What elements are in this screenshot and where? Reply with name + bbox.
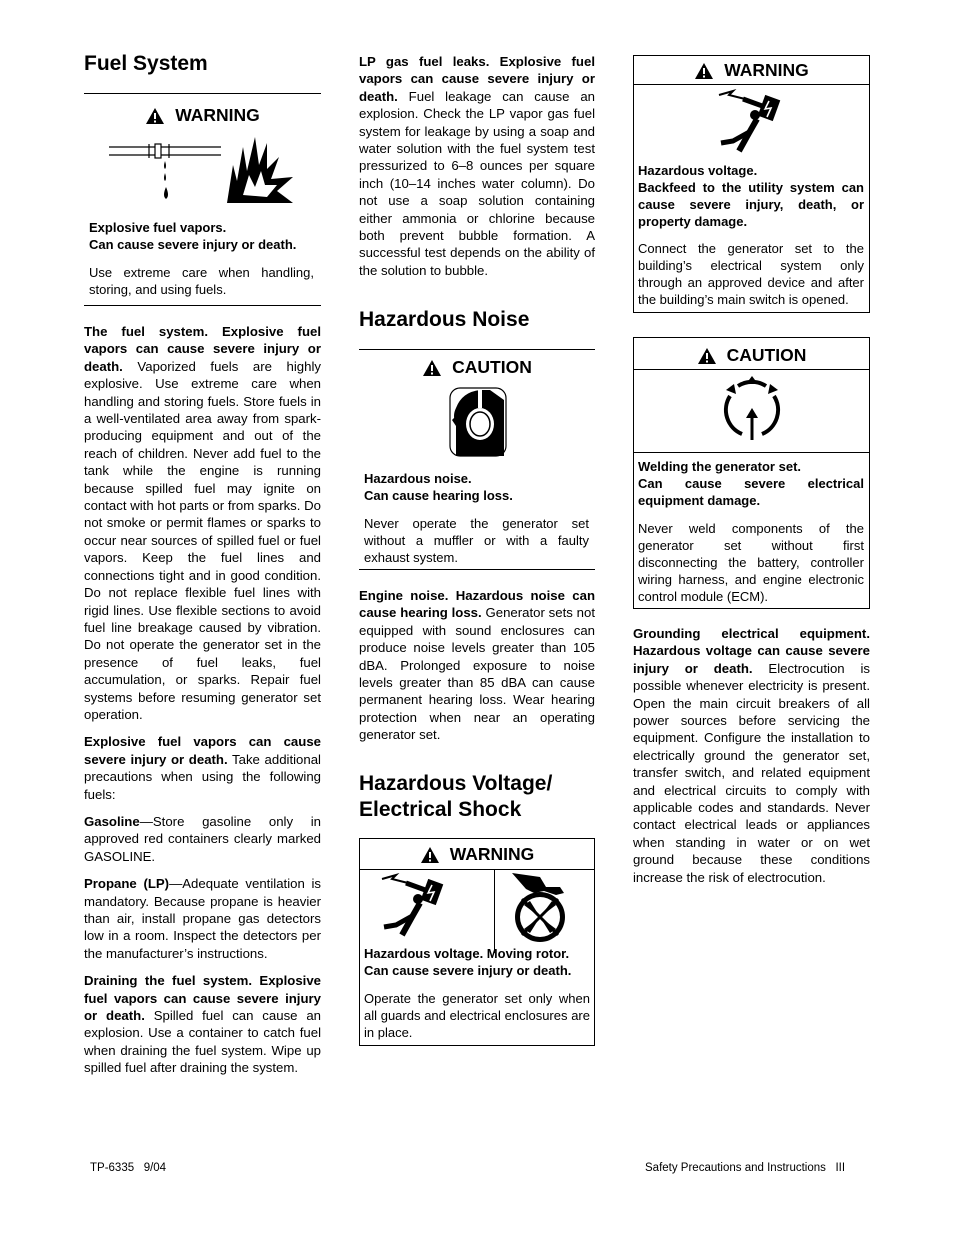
hazardous-voltage-heading: Hazardous Voltage/ Electrical Shock xyxy=(359,772,553,821)
warning-text: Operate the generator set only when all guards and electrical enclosures are in place. xyxy=(364,991,590,1040)
lp-leaks-body xyxy=(359,53,595,289)
fuel-system-heading: Fuel System xyxy=(84,52,208,75)
fuel-body xyxy=(84,323,321,1087)
hazardous-noise-heading: Hazardous Noise xyxy=(359,308,530,331)
divider xyxy=(84,305,321,306)
voltage-warning-box xyxy=(359,838,595,1046)
caution-header xyxy=(634,345,869,366)
welding-caution-box xyxy=(633,337,870,609)
paragraph: LP gas fuel leaks. Explosive fuel vapors can cause severe injury or death. Fuel leakage can cause an explosion. Check the LP vapor gas fuel system for leakage by using a soap and water solution with the fuel system test pressurized to 6–8 ounces per square inch (10–14 inches water column). Do not use a soap solution containing either ammonia or chlorine because both prevent bubble formation. A successful test depends on the ability of the solution to bubble. xyxy=(359,54,595,278)
electric-shock-icon xyxy=(380,873,448,939)
warning-triangle-icon xyxy=(697,347,717,365)
engine-noise-body xyxy=(359,587,595,754)
paragraph: Explosive fuel vapors can cause severe injury or death. Take additional precautions when using the following fuels: xyxy=(84,734,321,802)
caution-header xyxy=(359,357,595,378)
moving-rotor-icon xyxy=(500,871,574,945)
caution-label: CAUTION xyxy=(726,345,807,365)
warning-label: WARNING xyxy=(724,60,809,80)
warning-label: WARNING xyxy=(175,105,260,125)
backfeed-warning-box xyxy=(633,55,870,313)
caution-headline: Hazardous noise. Can cause hearing loss. xyxy=(364,471,513,503)
divider xyxy=(359,349,595,350)
paragraph: Grounding electrical equipment. Hazardous voltage can cause severe injury or death. Electrocution is possible whenever electricity is present. Open the main circuit breakers of all power sources before servicing the equipment. Configure the installation to electrically ground the generator set, transfer switch, and related equipment and electrical circuits to comply with applicable codes and standards. Never contact electrical leads or appliances when standing in water or on wet ground because these conditions increase the risk of electrocution. xyxy=(633,626,870,885)
footer-doc-id: TP-6335 9/04 xyxy=(90,1162,167,1174)
divider xyxy=(84,93,321,94)
paragraph: The fuel system. Explosive fuel vapors can cause severe injury or death. Vaporized fuels are highly explosive. Use extreme care when handling and storing fuels. Store fuels in a well-ventilated area away from spark-producing equipment and out of the reach of children. Never add fuel to the tank while the engine is running because spilled fuel may ignite on contact with hot parts or from sparks. Do not smoke or permit flames or sparks to occur near sources of spilled fuel or fuel vapors. Keep the fuel lines and connections tight and in good condition. Do not replace flexible fuel lines with rigid lines. Use flexible sections to avoid fuel line breakage caused by vibration. Do not operate the generator set in the presence of fuel leaks, fuel accumulation, or sparks. Repair fuel systems before resuming generator set operation. xyxy=(84,324,321,722)
warning-triangle-icon xyxy=(420,846,440,864)
footer-page: Safety Precautions and Instructions III xyxy=(645,1162,846,1174)
caution-headline: Welding the generator set. Can cause severe electrical equipment damage. xyxy=(638,459,864,508)
warning-text: Connect the generator set to the building’s electrical system only through an approved device and after the building’s main switch is opened. xyxy=(638,241,864,307)
warning-triangle-icon xyxy=(422,359,442,377)
warning-header xyxy=(634,60,869,81)
warning-headline: Hazardous voltage. Backfeed to the utility system can cause severe injury, death, or property damage. xyxy=(638,163,864,229)
electric-shock-icon xyxy=(717,89,787,155)
paragraph: Gasoline—Store gasoline only in approved red containers clearly marked GASOLINE. xyxy=(84,813,321,864)
warning-headline: Hazardous voltage. Moving rotor. Can cause severe injury or death. xyxy=(364,946,572,978)
warning-header xyxy=(84,105,321,126)
caution-text: Never weld components of the generator set without first disconnecting the battery, controller wiring harness, and engine electronic control module (ECM). xyxy=(638,521,864,604)
paragraph: Propane (LP)—Adequate ventilation is mandatory. Because propane is heavier than air, install propane gas detectors low in a room. Inspect the detectors per the manufacturer’s instructions. xyxy=(84,876,321,961)
warning-triangle-icon xyxy=(694,62,714,80)
grounding-body xyxy=(633,625,870,896)
warning-header xyxy=(360,844,594,865)
caution-label: CAUTION xyxy=(452,357,532,377)
paragraph: Draining the fuel system. Explosive fuel vapors can cause severe injury or death. Spilled fuel can cause an explosion. Use a container to catch fuel when draining the fuel system. Wipe up spilled fuel after draining the system. xyxy=(84,973,321,1076)
warning-triangle-icon xyxy=(145,107,165,125)
divider xyxy=(359,569,595,570)
fuel-leak-explosion-icon xyxy=(109,135,299,207)
welding-arc-icon xyxy=(720,374,784,444)
paragraph: Engine noise. Hazardous noise can cause hearing loss. Generator sets not equipped with sound enclosures can produce noise levels greater than 105 dBA. Prolonged exposure to noise levels greater than 85 dBA can cause permanent hearing loss. Wear hearing protection when near an operating generator set. xyxy=(359,588,595,743)
warning-label: WARNING xyxy=(449,844,535,864)
caution-text: Never operate the generator set without a muffler or with a faulty exhaust system. xyxy=(364,516,589,565)
hearing-protection-icon xyxy=(448,386,508,458)
warning-text: Use extreme care when handling, storing, and using fuels. xyxy=(89,265,314,297)
warning-headline: Explosive fuel vapors. Can cause severe injury or death. xyxy=(89,220,297,252)
